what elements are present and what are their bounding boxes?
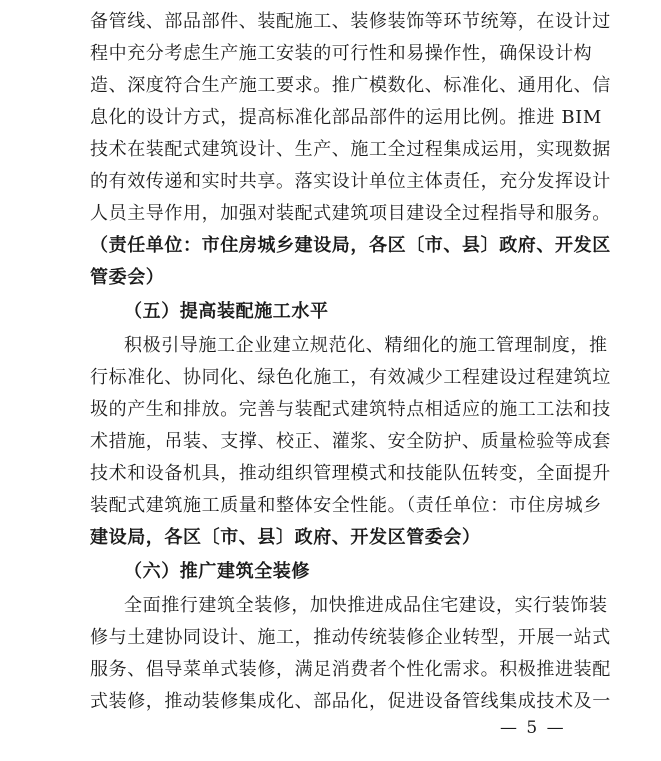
body-text-line: 技术在装配式建筑设计、生产、施工全过程集成运用，实现数据 xyxy=(90,139,611,160)
page-number: — 5 — xyxy=(500,718,566,738)
responsibility-line: （责任单位：市住房城乡建设局，各区〔市、县〕政府、开发区 xyxy=(90,235,611,256)
body-text-line: 息化的设计方式，提高标准化部品部件的运用比例。推进 BIM xyxy=(90,107,602,128)
body-text-line: 积极引导施工企业建立规范化、精细化的施工管理制度，推 xyxy=(124,335,608,356)
body-text-line: 备管线、部品部件、装配施工、装修装饰等环节统筹，在设计过 xyxy=(90,11,611,32)
body-text-line: 技术和设备机具，推动组织管理模式和技能队伍转变，全面提升 xyxy=(90,463,611,484)
section-heading-5: （五）提高装配施工水平 xyxy=(124,301,329,322)
body-text-line: 人员主导作用，加强对装配式建筑项目建设全过程指导和服务。 xyxy=(90,203,611,224)
body-text-line: 修与土建协同设计、施工，推动传统装修企业转型，开展一站式 xyxy=(90,627,611,648)
body-text-line: 术措施，吊装、支撑、校正、灌浆、安全防护、质量检验等成套 xyxy=(90,431,611,452)
body-text-line: 全面推行建筑全装修，加快推进成品住宅建设，实行装饰装 xyxy=(124,595,608,616)
body-text-line: 造、深度符合生产施工要求。推广模数化、标准化、通用化、信 xyxy=(90,75,611,96)
body-text-line: 服务、倡导菜单式装修，满足消费者个性化需求。积极推进装配 xyxy=(90,659,611,680)
body-text-line: 的有效传递和实时共享。落实设计单位主体责任，充分发挥设计 xyxy=(90,171,611,192)
body-text-line: 程中充分考虑生产施工安装的可行性和易操作性，确保设计构 xyxy=(90,43,593,64)
body-text-line: 圾的产生和排放。完善与装配式建筑特点相适应的施工工法和技 xyxy=(90,399,611,420)
body-text-line: 装配式建筑施工质量和整体安全性能。（责任单位：市住房城乡 xyxy=(90,495,602,516)
responsibility-line: 管委会） xyxy=(90,267,165,288)
section-heading-6: （六）推广建筑全装修 xyxy=(124,561,310,582)
body-text-line: 式装修，推动装修集成化、部品化，促进设备管线集成技术及一 xyxy=(90,691,611,712)
body-text-line: 行标准化、协同化、绿色化施工，有效减少工程建设过程建筑垃 xyxy=(90,367,611,388)
responsibility-line: 建设局，各区〔市、县〕政府、开发区管委会） xyxy=(90,527,481,548)
